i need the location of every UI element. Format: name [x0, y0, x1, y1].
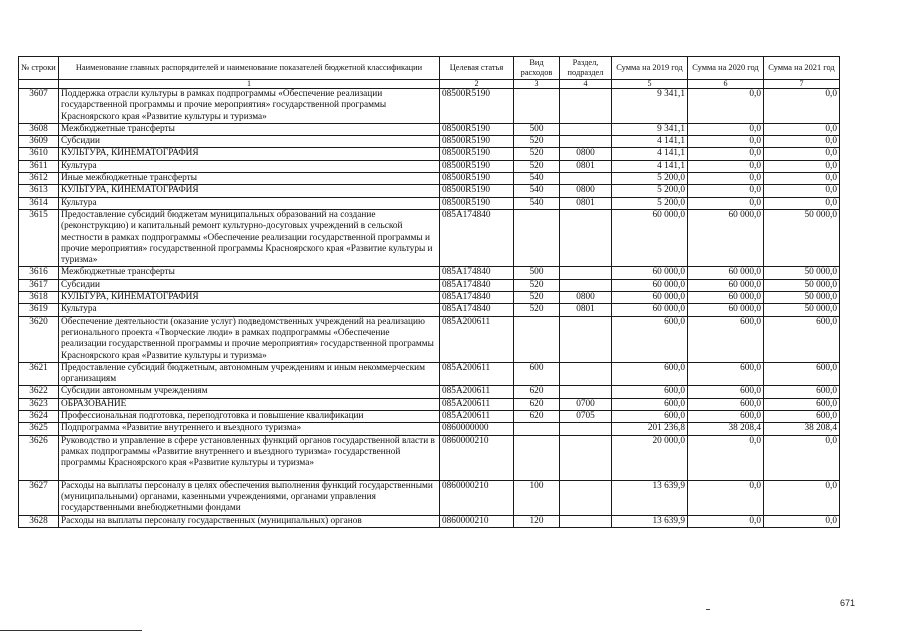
row-number: 3624: [19, 411, 59, 423]
scan-speck: [706, 609, 710, 610]
row-target-article: 085A200611: [440, 316, 514, 362]
table-row: [19, 411, 840, 423]
row-name: Субсидии автономным учреждениям: [59, 386, 440, 398]
row-section: 0800: [560, 148, 612, 160]
row-target-article: 0860000210: [440, 435, 514, 480]
row-name: ОБРАЗОВАНИЕ: [59, 398, 440, 410]
table-row: [19, 209, 840, 266]
row-expense-type: 620: [514, 398, 560, 410]
row-sum-2019: 20 000,0: [612, 435, 688, 480]
row-number: 3612: [19, 173, 59, 185]
row-section: 0700: [560, 398, 612, 410]
table-row: [19, 89, 840, 124]
row-name: Иные межбюджетные трансферты: [59, 173, 440, 185]
row-sum-2021: 38 208,4: [764, 423, 840, 435]
row-sum-2021: 600,0: [764, 316, 840, 362]
row-sum-2020: 60 000,0: [688, 209, 764, 266]
row-sum-2020: 0,0: [688, 185, 764, 197]
row-sum-2021: 50 000,0: [764, 292, 840, 304]
table-row: [19, 185, 840, 197]
row-name: Субсидии: [59, 136, 440, 148]
row-sum-2020: 0,0: [688, 136, 764, 148]
row-sum-2019: 60 000,0: [612, 304, 688, 316]
row-target-article: 085A174840: [440, 267, 514, 279]
row-sum-2020: 0,0: [688, 148, 764, 160]
row-section: 0705: [560, 411, 612, 423]
table-row: [19, 267, 840, 279]
row-name: Руководство и управление в сфере установленных функций органов государственной власти в рамках подпрограммы «Развитие внутреннего и въездного туризма» государственной программы Красноярского края «Развитие культуры и туризма»: [59, 435, 440, 480]
row-section: [560, 435, 612, 480]
row-section: 0801: [560, 197, 612, 209]
row-expense-type: 520: [514, 148, 560, 160]
row-target-article: 085A174840: [440, 279, 514, 291]
row-sum-2020: 0,0: [688, 173, 764, 185]
row-expense-type: 120: [514, 515, 560, 527]
row-sum-2020: 0,0: [688, 89, 764, 124]
row-sum-2019: 60 000,0: [612, 279, 688, 291]
row-number: 3614: [19, 197, 59, 209]
column-index: 7: [764, 80, 840, 89]
row-target-article: 08500R5190: [440, 148, 514, 160]
row-sum-2019: 5 200,0: [612, 185, 688, 197]
row-sum-2020: 0,0: [688, 123, 764, 135]
row-name: Культура: [59, 197, 440, 209]
row-sum-2019: 600,0: [612, 398, 688, 410]
row-number: 3623: [19, 398, 59, 410]
row-expense-type: 540: [514, 185, 560, 197]
row-sum-2021: 0,0: [764, 480, 840, 515]
row-expense-type: 520: [514, 160, 560, 172]
table-row: [19, 173, 840, 185]
row-sum-2019: 60 000,0: [612, 292, 688, 304]
row-sum-2020: 60 000,0: [688, 267, 764, 279]
row-target-article: 0860000000: [440, 423, 514, 435]
header-name: Наименование главных распорядителей и наименование показателей бюджетной классификации: [59, 57, 440, 80]
row-sum-2019: 9 341,1: [612, 123, 688, 135]
row-name: КУЛЬТУРА, КИНЕМАТОГРАФИЯ: [59, 148, 440, 160]
row-target-article: 085A174840: [440, 292, 514, 304]
row-sum-2020: 0,0: [688, 160, 764, 172]
row-sum-2021: 0,0: [764, 435, 840, 480]
row-target-article: 085A200611: [440, 398, 514, 410]
row-number: 3616: [19, 267, 59, 279]
row-sum-2021: 0,0: [764, 160, 840, 172]
row-sum-2019: 5 200,0: [612, 197, 688, 209]
row-section: [560, 279, 612, 291]
row-number: 3608: [19, 123, 59, 135]
row-target-article: 08500R5190: [440, 136, 514, 148]
row-expense-type: 620: [514, 411, 560, 423]
header-section: Раздел, подраздел: [560, 57, 612, 80]
row-expense-type: 520: [514, 279, 560, 291]
row-section: [560, 136, 612, 148]
row-sum-2021: 0,0: [764, 515, 840, 527]
page-number: 671: [840, 598, 856, 608]
row-sum-2019: 4 141,1: [612, 136, 688, 148]
row-name: Расходы на выплаты персоналу государственных (муниципальных) органов: [59, 515, 440, 527]
row-target-article: 08500R5190: [440, 123, 514, 135]
row-sum-2020: 60 000,0: [688, 279, 764, 291]
row-name: Подпрограмма «Развитие внутреннего и въездного туризма»: [59, 423, 440, 435]
row-sum-2019: 600,0: [612, 316, 688, 362]
row-name: Культура: [59, 304, 440, 316]
budget-table-body: [19, 89, 840, 528]
row-expense-type: 520: [514, 304, 560, 316]
table-row: [19, 386, 840, 398]
row-section: 0800: [560, 292, 612, 304]
row-expense-type: [514, 423, 560, 435]
row-sum-2021: 0,0: [764, 185, 840, 197]
row-expense-type: [514, 209, 560, 266]
row-sum-2020: 600,0: [688, 398, 764, 410]
row-target-article: 0860000210: [440, 480, 514, 515]
row-target-article: 08500R5190: [440, 185, 514, 197]
row-sum-2020: 0,0: [688, 480, 764, 515]
row-section: [560, 267, 612, 279]
row-sum-2019: 13 639,9: [612, 480, 688, 515]
row-sum-2021: 50 000,0: [764, 279, 840, 291]
table-row: [19, 435, 840, 480]
table-row: [19, 123, 840, 135]
row-sum-2020: 600,0: [688, 316, 764, 362]
row-sum-2021: 600,0: [764, 398, 840, 410]
footer-divider: [0, 630, 142, 631]
row-sum-2020: 60 000,0: [688, 292, 764, 304]
row-sum-2021: 0,0: [764, 123, 840, 135]
table-row: [19, 480, 840, 515]
row-section: [560, 423, 612, 435]
row-target-article: 08500R5190: [440, 197, 514, 209]
header-sum-2019: Сумма на 2019 год: [612, 57, 688, 80]
row-expense-type: 520: [514, 292, 560, 304]
table-row: [19, 423, 840, 435]
row-sum-2019: 5 200,0: [612, 173, 688, 185]
row-sum-2020: 0,0: [688, 197, 764, 209]
column-index: 5: [612, 80, 688, 89]
column-index: 3: [514, 80, 560, 89]
row-sum-2019: 60 000,0: [612, 209, 688, 266]
row-number: 3619: [19, 304, 59, 316]
row-number: 3628: [19, 515, 59, 527]
header-expense-type: Вид расходов: [514, 57, 560, 80]
row-name: КУЛЬТУРА, КИНЕМАТОГРАФИЯ: [59, 185, 440, 197]
row-name: Профессиональная подготовка, переподготовка и повышение квалификации: [59, 411, 440, 423]
row-name: Межбюджетные трансферты: [59, 123, 440, 135]
row-sum-2020: 0,0: [688, 515, 764, 527]
row-sum-2021: 600,0: [764, 411, 840, 423]
row-number: 3617: [19, 279, 59, 291]
row-sum-2020: 38 208,4: [688, 423, 764, 435]
row-section: [560, 362, 612, 386]
row-sum-2019: 60 000,0: [612, 267, 688, 279]
row-expense-type: 100: [514, 480, 560, 515]
row-name: Поддержка отрасли культуры в рамках подпрограммы «Обеспечение реализации государственной программы и прочие мероприятия» государственной программы Красноярского края «Развитие культуры и туризма»: [59, 89, 440, 124]
column-index: 6: [688, 80, 764, 89]
row-sum-2021: 50 000,0: [764, 304, 840, 316]
row-section: 0801: [560, 160, 612, 172]
row-expense-type: 500: [514, 267, 560, 279]
budget-table: [18, 56, 840, 528]
header-row-no: № строки: [19, 57, 59, 80]
row-sum-2021: 50 000,0: [764, 267, 840, 279]
row-number: 3621: [19, 362, 59, 386]
row-target-article: 08500R5190: [440, 89, 514, 124]
row-number: 3610: [19, 148, 59, 160]
row-expense-type: 540: [514, 173, 560, 185]
row-target-article: 085A174840: [440, 209, 514, 266]
row-name: Предоставление субсидий бюджетам муниципальных образований на создание (реконструкцию) и капитальный ремонт культурно-досуговых учреждений в сельской местности в рамках подпрограммы «Обеспечение реализации государственной программы и прочие мероприятия» государственной программы Красноярского края «Развитие культуры и туризма»: [59, 209, 440, 266]
row-expense-type: [514, 316, 560, 362]
row-section: 0800: [560, 185, 612, 197]
header-row: [19, 57, 840, 80]
row-expense-type: 620: [514, 386, 560, 398]
row-name: Обеспечение деятельности (оказание услуг) подведомственных учреждений на реализацию регионального проекта «Творческие люди» в рамках подпрограммы «Обеспечение реализации государственной программы и прочие мероприятия» государственной программы Красноярского края «Развитие культуры и туризма»: [59, 316, 440, 362]
row-name: Субсидии: [59, 279, 440, 291]
column-index: 2: [440, 80, 514, 89]
row-expense-type: 540: [514, 197, 560, 209]
row-section: [560, 209, 612, 266]
row-expense-type: 500: [514, 123, 560, 135]
row-section: [560, 89, 612, 124]
row-sum-2019: 600,0: [612, 411, 688, 423]
row-expense-type: [514, 435, 560, 480]
row-number: 3613: [19, 185, 59, 197]
row-sum-2019: 9 341,1: [612, 89, 688, 124]
row-sum-2019: 600,0: [612, 386, 688, 398]
row-name: Культура: [59, 160, 440, 172]
row-number: 3625: [19, 423, 59, 435]
row-sum-2021: 50 000,0: [764, 209, 840, 266]
column-index: [19, 80, 59, 89]
row-section: [560, 480, 612, 515]
row-target-article: 085A200611: [440, 386, 514, 398]
row-section: [560, 123, 612, 135]
row-number: 3620: [19, 316, 59, 362]
row-expense-type: [514, 89, 560, 124]
row-sum-2019: 201 236,8: [612, 423, 688, 435]
row-number: 3622: [19, 386, 59, 398]
row-sum-2021: 0,0: [764, 173, 840, 185]
row-sum-2020: 600,0: [688, 362, 764, 386]
row-sum-2019: 600,0: [612, 362, 688, 386]
row-expense-type: 600: [514, 362, 560, 386]
row-sum-2021: 0,0: [764, 136, 840, 148]
row-section: [560, 515, 612, 527]
row-target-article: 08500R5190: [440, 173, 514, 185]
row-name: КУЛЬТУРА, КИНЕМАТОГРАФИЯ: [59, 292, 440, 304]
row-number: 3609: [19, 136, 59, 148]
header-sum-2021: Сумма на 2021 год: [764, 57, 840, 80]
table-row: [19, 292, 840, 304]
row-sum-2020: 60 000,0: [688, 304, 764, 316]
row-number: 3618: [19, 292, 59, 304]
row-section: [560, 173, 612, 185]
row-number: 3626: [19, 435, 59, 480]
row-target-article: 085A200611: [440, 411, 514, 423]
row-sum-2019: 13 639,9: [612, 515, 688, 527]
row-sum-2020: 600,0: [688, 386, 764, 398]
row-sum-2019: 4 141,1: [612, 148, 688, 160]
row-number: 3611: [19, 160, 59, 172]
row-name: Предоставление субсидий бюджетным, автономным учреждениям и иным некоммерческим организациям: [59, 362, 440, 386]
table-row: [19, 148, 840, 160]
table-row: [19, 136, 840, 148]
row-number: 3607: [19, 89, 59, 124]
row-name: Межбюджетные трансферты: [59, 267, 440, 279]
row-sum-2021: 0,0: [764, 197, 840, 209]
column-index: 1: [59, 80, 440, 89]
table-row: [19, 515, 840, 527]
row-sum-2021: 600,0: [764, 386, 840, 398]
row-target-article: 08500R5190: [440, 160, 514, 172]
table-row: [19, 398, 840, 410]
row-section: [560, 316, 612, 362]
header-sum-2020: Сумма на 2020 год: [688, 57, 764, 80]
column-index: 4: [560, 80, 612, 89]
row-target-article: 085A174840: [440, 304, 514, 316]
row-sum-2019: 4 141,1: [612, 160, 688, 172]
row-sum-2021: 0,0: [764, 148, 840, 160]
table-row: [19, 316, 840, 362]
row-sum-2021: 600,0: [764, 362, 840, 386]
table-row: [19, 362, 840, 386]
table-row: [19, 197, 840, 209]
row-target-article: 085A200611: [440, 362, 514, 386]
row-expense-type: 520: [514, 136, 560, 148]
row-sum-2020: 0,0: [688, 435, 764, 480]
row-number: 3627: [19, 480, 59, 515]
header-target: Целевая статья: [440, 57, 514, 80]
table-row: [19, 160, 840, 172]
column-index-row: [19, 80, 840, 89]
row-name: Расходы на выплаты персоналу в целях обеспечения выполнения функций государственными (муниципальными) органами, казенными учреждениями, органами управления государственными внебюджетными фондами: [59, 480, 440, 515]
row-section: [560, 386, 612, 398]
table-row: [19, 304, 840, 316]
row-target-article: 0860000210: [440, 515, 514, 527]
row-number: 3615: [19, 209, 59, 266]
row-section: 0801: [560, 304, 612, 316]
row-sum-2020: 600,0: [688, 411, 764, 423]
table-row: [19, 279, 840, 291]
row-sum-2021: 0,0: [764, 89, 840, 124]
